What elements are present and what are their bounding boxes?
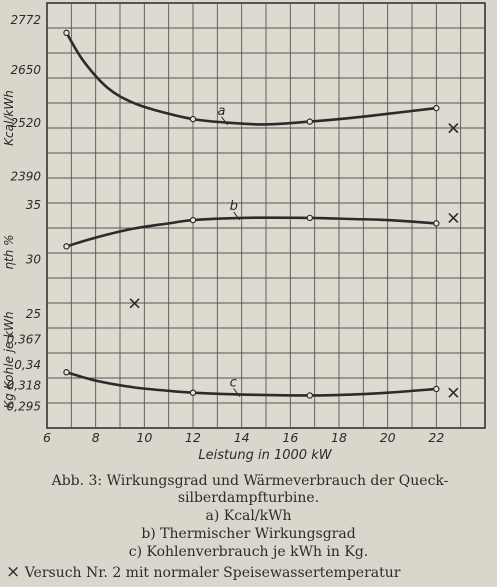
y-tick-label: 2772	[10, 13, 41, 28]
x-tick-label: 14	[233, 430, 250, 445]
series-label-b: b	[229, 198, 238, 214]
y-tick-label: 0,34	[14, 357, 41, 372]
y-axis-label: ηth %	[2, 234, 16, 270]
y-tick-label: 2650	[10, 63, 41, 78]
x-tick-label: 12	[185, 430, 201, 445]
caption-line-4: b) Thermischer Wirkungsgrad	[141, 526, 356, 542]
caption-line-3: a) Kcal/kWh	[205, 508, 292, 524]
y-tick-label: 25	[25, 307, 41, 322]
data-point	[307, 119, 312, 124]
x-tick-label: 8	[91, 430, 100, 445]
cross-symbol-icon: ×	[6, 562, 21, 582]
x-tick-label: 18	[331, 430, 347, 445]
data-point	[434, 221, 439, 226]
x-tick-label: 10	[136, 430, 153, 445]
caption-note-text: Versuch Nr. 2 mit normaler Speisewassertemperatur	[24, 565, 401, 581]
data-point	[190, 117, 195, 122]
y-axis-label: Kcal/kWh	[2, 90, 16, 146]
y-tick-label: 2520	[10, 116, 41, 131]
data-point	[64, 244, 69, 249]
data-point	[307, 215, 312, 220]
data-point	[434, 105, 439, 110]
caption-line-1: Abb. 3: Wirkungsgrad und Wärmeverbrauch der Queck-	[51, 473, 449, 489]
x-tick-label: 20	[379, 430, 396, 445]
x-tick-label: 22	[428, 430, 445, 445]
caption-note	[6, 562, 496, 582]
y-axis-labels	[2, 90, 16, 408]
x-tick-labels	[43, 430, 444, 445]
data-point	[190, 390, 195, 395]
data-point	[64, 370, 69, 375]
series-label-c: c	[229, 375, 237, 391]
x-tick-label: 16	[282, 430, 299, 445]
data-point	[434, 386, 439, 391]
x-axis-label: Leistung in 1000 kW	[198, 448, 332, 463]
y-tick-label: 0,318	[6, 378, 41, 393]
chart-grid	[47, 3, 485, 428]
y-axis-label: Kg Kohle je kWh	[2, 311, 16, 409]
data-point	[64, 30, 69, 35]
y-tick-label: 0,295	[6, 399, 41, 414]
y-tick-label: 30	[25, 252, 41, 267]
y-tick-label: 0,367	[6, 332, 41, 347]
series-label-a: a	[217, 103, 226, 119]
x-tick-label: 6	[43, 430, 51, 445]
data-point	[190, 217, 195, 222]
data-point	[307, 393, 312, 398]
caption-line-5: c) Kohlenverbrauch je kWh in Kg.	[128, 544, 369, 560]
y-tick-label: 35	[25, 197, 41, 212]
caption-line-2: silberdampfturbine.	[177, 490, 320, 506]
y-tick-label: 2390	[10, 169, 41, 184]
